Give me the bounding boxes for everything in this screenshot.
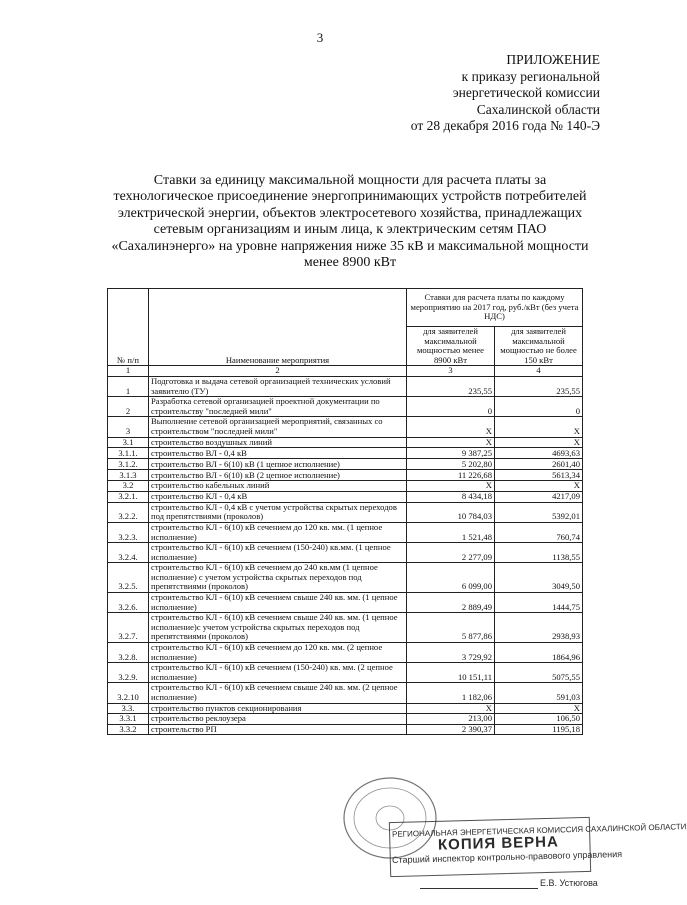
row-name-cell: строительство КЛ - 6(10) кВ сечением свыше 240 кв. мм. (1 цепное исполнение)с учетом устройства скрытых переходов под препятствиями (проколов) [149,613,407,643]
row-name-cell: строительство КЛ - 6(10) кВ сечением до 240 кв.мм (1 цепное исполнение) с учетом устройства скрытых переходов под препятствиями (проколов) [149,563,407,593]
row-name-cell: Выполнение сетевой организацией мероприятий, связанных со строительством "последней мили" [149,417,407,437]
title-line: электрической энергии, объектов электросетевого хозяйства, принадлежащих [117,205,583,221]
row-value-b-cell: 591,03 [495,683,583,703]
row-value-b-cell: 2601,40 [495,459,583,470]
table-row [108,563,583,593]
table-row [108,448,583,459]
row-num-cell: 3.1.3 [108,470,149,481]
row-name-cell: строительство КЛ - 6(10) кВ сечением свыше 240 кв. мм. (2 цепное исполнение) [149,683,407,703]
row-value-a-cell: 10 784,03 [407,502,495,522]
row-num-cell: 3.1.1. [108,448,149,459]
row-value-a-cell: 9 387,25 [407,448,495,459]
row-value-b-cell: 4693,63 [495,448,583,459]
stamp-role: Старший инспектор контрольно-правового управления [391,848,623,866]
row-name-cell: Подготовка и выдача сетевой организацией технических условий заявителю (ТУ) [149,376,407,396]
header-num: № п/п [108,289,149,366]
row-value-b-cell: X [495,481,583,492]
row-value-b-cell: 0 [495,397,583,417]
row-value-a-cell: 5 202,80 [407,459,495,470]
appendix-line: Сахалинской области [476,101,600,117]
appendix-line: энергетической комиссии [452,85,600,100]
index-cell: 2 [149,366,407,377]
row-value-a-cell: 3 729,92 [407,643,495,663]
row-value-b-cell: X [495,703,583,714]
stamp-signer: Е.В. Устюгова [540,878,598,888]
title-line: сетевым организациям и иным лица, к электрическим сетям ПАО [153,222,547,238]
table-row [108,502,583,522]
row-num-cell: 3.2.5. [108,563,149,593]
row-value-a-cell: X [407,481,495,492]
row-value-a-cell: 8 434,18 [407,491,495,502]
row-num-cell: 3.1.2. [108,459,149,470]
row-value-b-cell: 4217,09 [495,491,583,502]
row-num-cell: 2 [108,397,149,417]
row-value-a-cell: X [407,437,495,448]
row-name-cell: строительство КЛ - 0,4 кВ [149,491,407,502]
table-row [108,703,583,714]
row-value-b-cell: 2938,93 [495,613,583,643]
row-value-a-cell: 213,00 [407,714,495,725]
table-row [108,376,583,396]
row-name-cell: строительство КЛ - 0,4 кВ с учетом устройства скрытых переходов под препятствиями (проколов) [149,502,407,522]
row-value-a-cell: 2 390,37 [407,724,495,735]
stamp-copy: КОПИЯ ВЕРНА [437,833,560,854]
title-line: «Сахалинэнерго» на уровне напряжения ниже 35 кВ и максимальной мощности [111,238,589,254]
table-row [108,543,583,563]
table-row [108,643,583,663]
row-value-b-cell: 3049,50 [495,563,583,593]
stamp-org: РЕГИОНАЛЬНАЯ ЭНЕРГЕТИЧЕСКАЯ КОМИССИЯ САХАЛИНСКОЙ ОБЛАСТИ [391,822,687,839]
row-value-b-cell: 1195,18 [495,724,583,735]
title-line: Ставки за единицу максимальной мощности для расчета платы за [153,173,547,188]
table-row [108,417,583,437]
appendix-block [330,52,600,135]
row-value-a-cell: 2 889,49 [407,593,495,613]
row-name-cell: строительство КЛ - 6(10) кВ сечением свыше 240 кв. мм. (1 цепное исполнение) [149,593,407,613]
row-value-a-cell: X [407,417,495,437]
appendix-line: ПРИЛОЖЕНИЕ [506,52,600,67]
row-num-cell: 3.3.2 [108,724,149,735]
row-value-a-cell: 1 521,48 [407,522,495,542]
row-name-cell: строительство КЛ - 6(10) кВ сечением (150-240) кв. мм. (2 цепное исполнение) [149,663,407,683]
row-value-a-cell: 10 151,11 [407,663,495,683]
row-value-a-cell: 11 226,68 [407,470,495,481]
row-name-cell: строительство РП [149,724,407,735]
table-row [108,724,583,735]
table-row [108,437,583,448]
row-num-cell: 3.2 [108,481,149,492]
header-col-a: для заявителей максимальной мощностью менее 8900 кВт [407,327,495,366]
header-rates: Ставки для расчета платы по каждому мероприятию на 2017 год, руб./кВт (без учета НДС) [407,289,583,327]
document-title [95,173,605,271]
row-name-cell: строительство пунктов секционирования [149,703,407,714]
table-row [108,470,583,481]
row-value-b-cell: 1444,75 [495,593,583,613]
row-num-cell: 3.2.10 [108,683,149,703]
appendix-line: от 28 декабря 2016 года № 140-Э [410,118,600,133]
table-row [108,714,583,725]
row-num-cell: 3.2.9. [108,663,149,683]
row-name-cell: строительство ВЛ - 6(10) кВ (1 цепное исполнение) [149,459,407,470]
table-row [108,613,583,643]
row-value-b-cell: 5392,01 [495,502,583,522]
row-name-cell: строительство КЛ - 6(10) кВ сечением до 120 кв. мм. (1 цепное исполнение) [149,522,407,542]
row-num-cell: 3.3.1 [108,714,149,725]
row-value-b-cell: 5075,55 [495,663,583,683]
title-line: технологическое присоединение энергопринимающих устройств потребителей [113,189,587,205]
table-row [108,397,583,417]
row-value-a-cell: 2 277,09 [407,543,495,563]
table-row [108,481,583,492]
row-value-a-cell: 0 [407,397,495,417]
row-num-cell: 3.3. [108,703,149,714]
row-num-cell: 1 [108,376,149,396]
row-name-cell: Разработка сетевой организацией проектной документации по строительству "последней мили" [149,397,407,417]
row-num-cell: 3.1 [108,437,149,448]
row-value-b-cell: 760,74 [495,522,583,542]
row-num-cell: 3.2.4. [108,543,149,563]
row-value-b-cell: X [495,417,583,437]
row-value-b-cell: 1138,55 [495,543,583,563]
table-row [108,663,583,683]
table-row [108,683,583,703]
index-cell: 1 [108,366,149,377]
row-name-cell: строительство реклоузера [149,714,407,725]
title-line: менее 8900 кВт [303,255,397,271]
signature-line [420,888,538,889]
row-value-a-cell: X [407,703,495,714]
index-cell: 3 [407,366,495,377]
row-num-cell: 3.2.1. [108,491,149,502]
table-row [108,491,583,502]
appendix-line: к приказу региональной [461,68,600,84]
row-value-a-cell: 6 099,00 [407,563,495,593]
row-value-a-cell: 235,55 [407,376,495,396]
row-name-cell: строительство ВЛ - 6(10) кВ (2 цепное исполнение) [149,470,407,481]
row-name-cell: строительство воздушных линий [149,437,407,448]
row-num-cell: 3.2.8. [108,643,149,663]
row-value-a-cell: 5 877,86 [407,613,495,643]
row-num-cell: 3.2.2. [108,502,149,522]
row-value-b-cell: 235,55 [495,376,583,396]
row-num-cell: 3 [108,417,149,437]
row-name-cell: строительство ВЛ - 0,4 кВ [149,448,407,459]
row-value-b-cell: 1864,96 [495,643,583,663]
header-name: Наименование мероприятия [149,289,407,366]
table-row [108,593,583,613]
header-col-b: для заявителей максимальной мощностью не более 150 кВт [495,327,583,366]
rates-table [107,288,583,735]
row-name-cell: строительство КЛ - 6(10) кВ сечением (150-240) кв.мм. (1 цепное исполнение) [149,543,407,563]
table-row [108,522,583,542]
row-value-b-cell: X [495,437,583,448]
row-value-b-cell: 5613,34 [495,470,583,481]
index-cell: 4 [495,366,583,377]
row-value-b-cell: 106,50 [495,714,583,725]
row-num-cell: 3.2.6. [108,593,149,613]
row-name-cell: строительство кабельных линий [149,481,407,492]
row-value-a-cell: 1 182,06 [407,683,495,703]
row-num-cell: 3.2.7. [108,613,149,643]
page-number: 3 [316,30,324,45]
row-num-cell: 3.2.3. [108,522,149,542]
table-row [108,459,583,470]
row-name-cell: строительство КЛ - 6(10) кВ сечением до 120 кв. мм. (2 цепное исполнение) [149,643,407,663]
